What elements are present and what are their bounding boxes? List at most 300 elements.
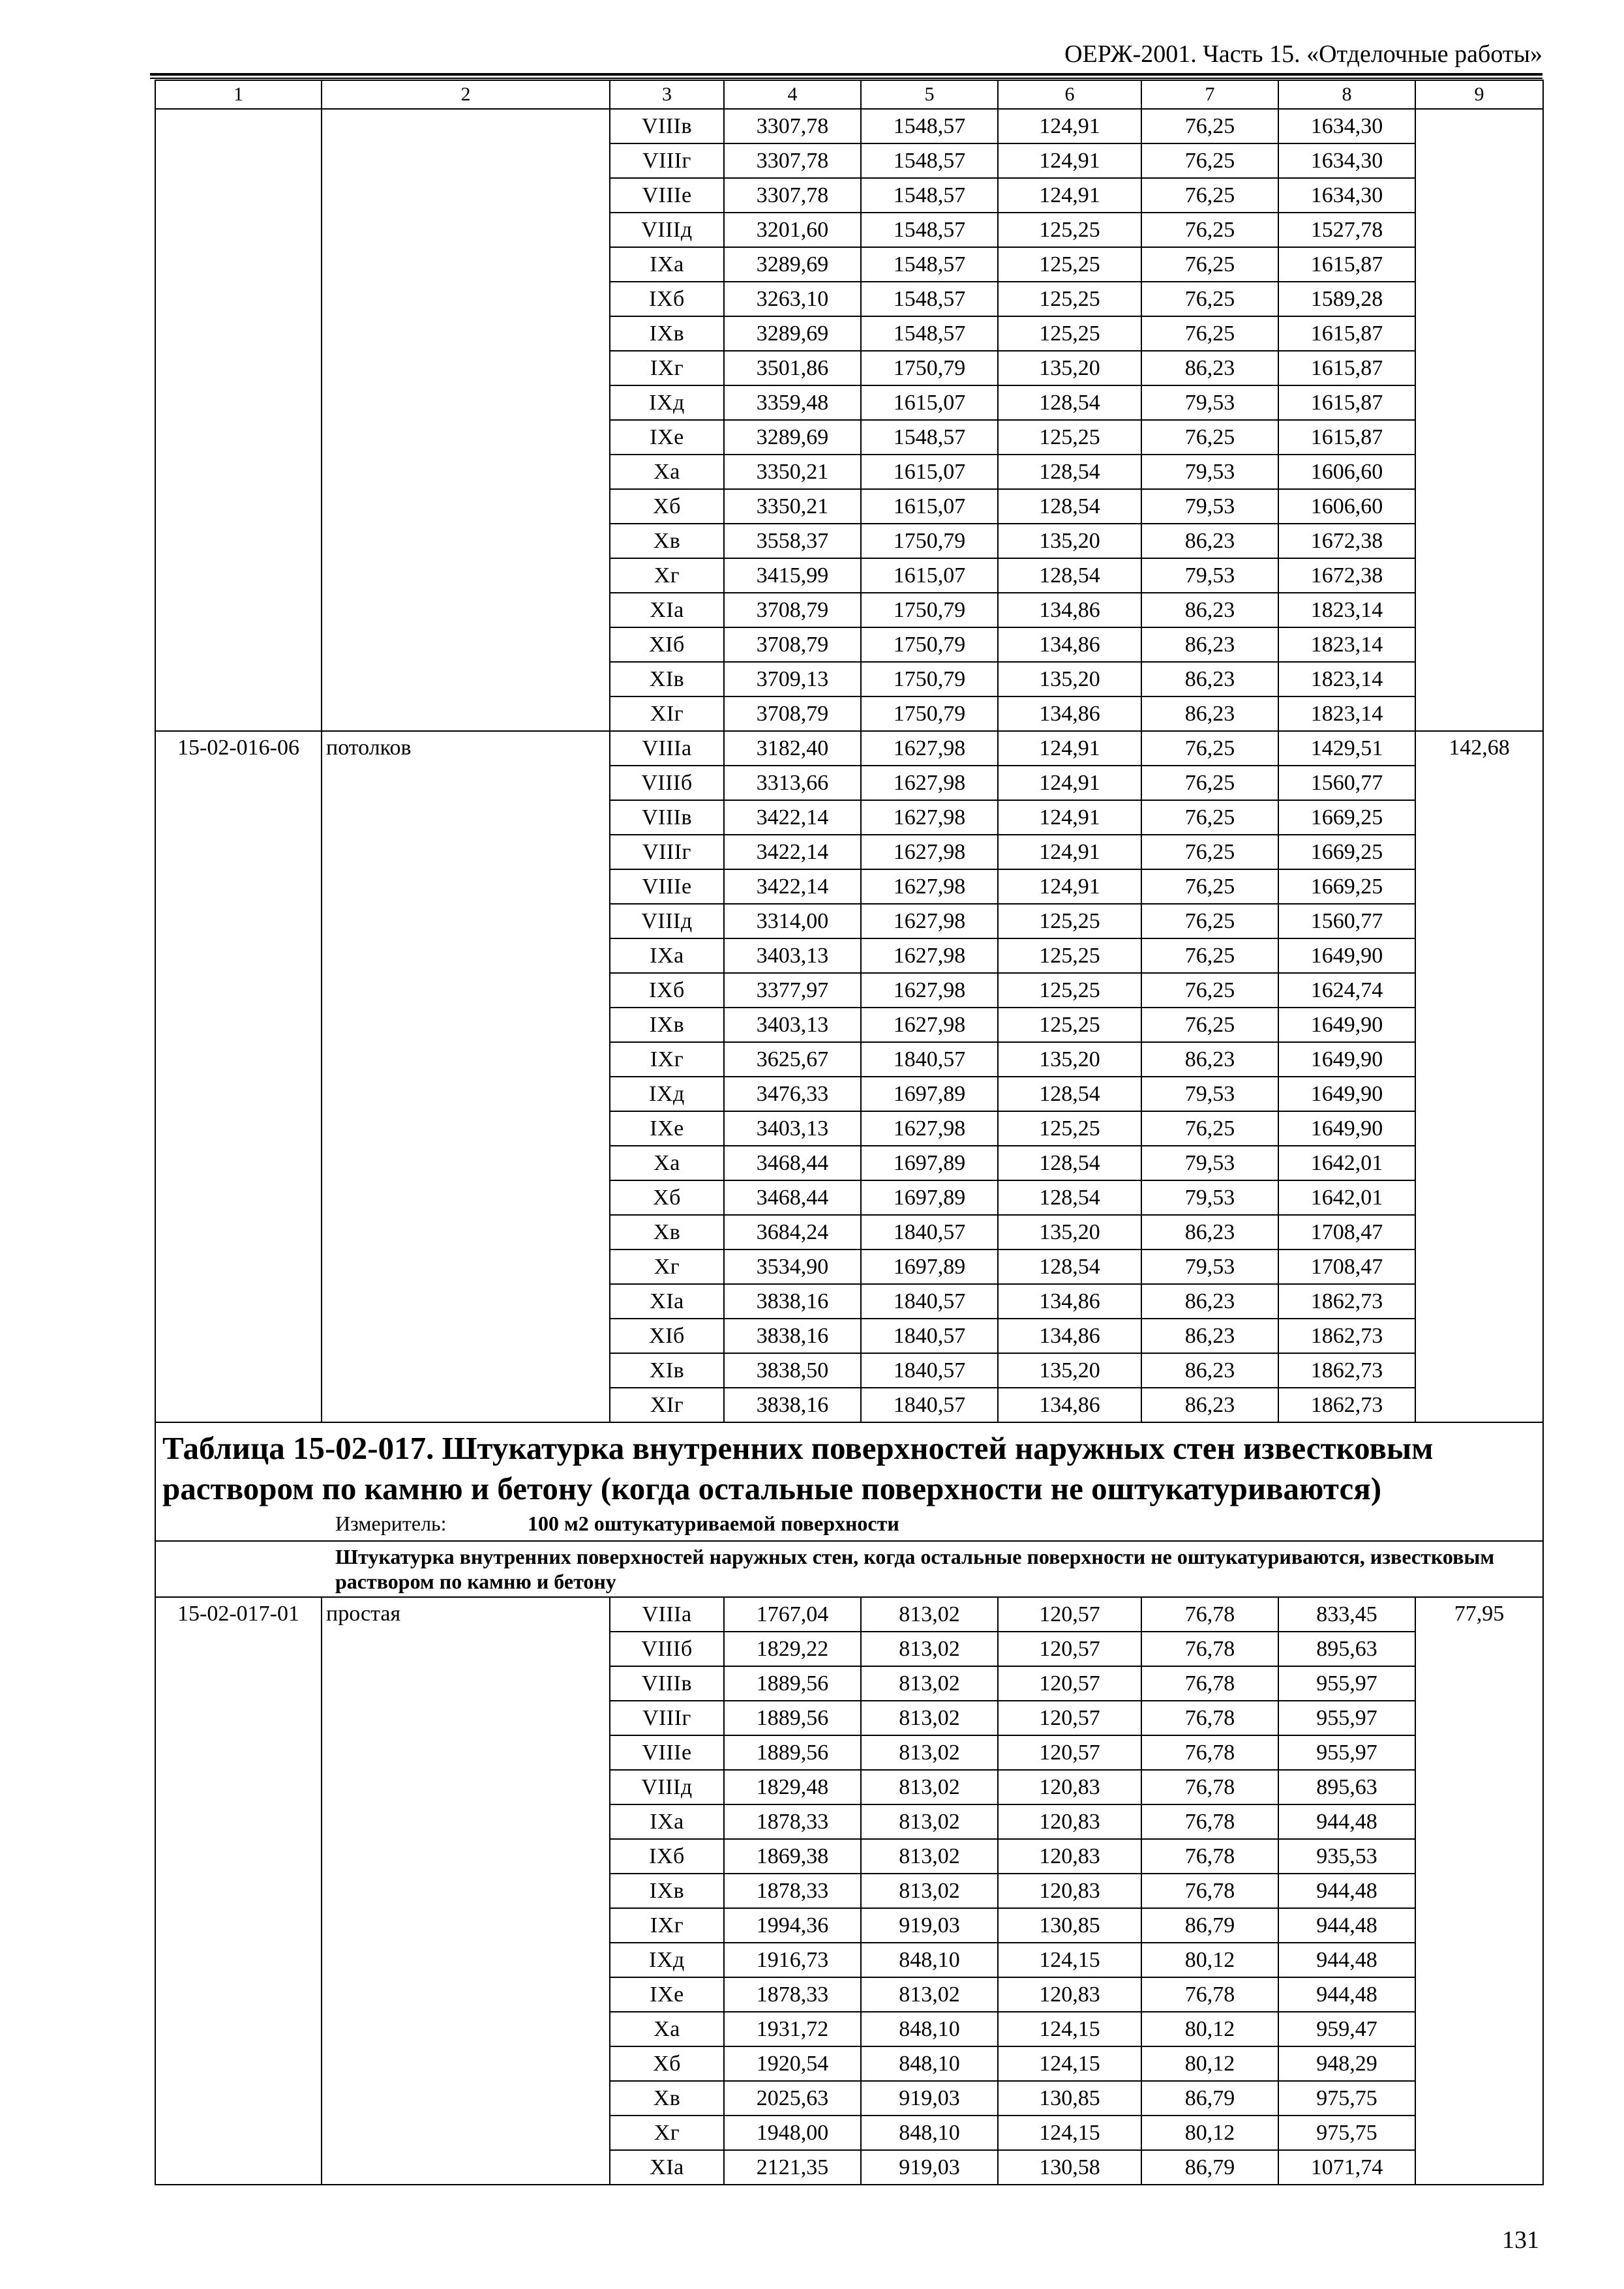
value-cell: 1920,54	[724, 2046, 861, 2081]
value-cell: 76,25	[1141, 800, 1278, 835]
value-cell: 1548,57	[861, 282, 998, 316]
value-cell: 120,83	[998, 1874, 1141, 1908]
value-cell: 76,25	[1141, 213, 1278, 247]
value-cell: 1750,79	[861, 696, 998, 731]
value-cell: 125,25	[998, 282, 1141, 316]
value-cell: 3709,13	[724, 662, 861, 696]
column-9-value: 142,68	[1415, 731, 1543, 1422]
value-cell: 79,53	[1141, 455, 1278, 489]
value-cell: 1878,33	[724, 1874, 861, 1908]
value-cell: 2121,35	[724, 2150, 861, 2185]
value-cell: 1697,89	[861, 1249, 998, 1284]
grade-cell: VIIIг	[610, 143, 724, 178]
value-cell: 80,12	[1141, 1943, 1278, 1977]
grade-cell: XIб	[610, 1319, 724, 1353]
value-cell: 130,58	[998, 2150, 1141, 2185]
table-title-row	[155, 1422, 1543, 1541]
value-cell: 813,02	[861, 1735, 998, 1770]
grade-cell: Xв	[610, 524, 724, 558]
value-cell: 935,53	[1278, 1839, 1415, 1874]
value-cell: 1948,00	[724, 2116, 861, 2150]
value-cell: 120,83	[998, 1839, 1141, 1874]
value-cell: 120,57	[998, 1735, 1141, 1770]
value-cell: 1649,90	[1278, 1111, 1415, 1146]
value-cell: 1627,98	[861, 800, 998, 835]
value-cell: 76,25	[1141, 143, 1278, 178]
value-cell: 125,25	[998, 420, 1141, 455]
value-cell: 1750,79	[861, 627, 998, 662]
work-name: потолков	[322, 731, 610, 1422]
value-cell: 1615,87	[1278, 420, 1415, 455]
value-cell: 79,53	[1141, 489, 1278, 524]
value-cell: 128,54	[998, 489, 1141, 524]
value-cell: 3289,69	[724, 316, 861, 351]
value-cell: 1862,73	[1278, 1353, 1415, 1388]
value-cell: 76,78	[1141, 1874, 1278, 1908]
value-cell: 1548,57	[861, 213, 998, 247]
grade-cell: IXе	[610, 1977, 724, 2012]
value-cell: 3403,13	[724, 938, 861, 973]
value-cell: 1697,89	[861, 1180, 998, 1215]
value-cell: 134,86	[998, 696, 1141, 731]
value-cell: 125,25	[998, 247, 1141, 282]
grade-cell: IXв	[610, 316, 724, 351]
value-cell: 1627,98	[861, 938, 998, 973]
grade-cell: VIIIе	[610, 869, 724, 904]
value-cell: 3403,13	[724, 1008, 861, 1042]
value-cell: 3307,78	[724, 178, 861, 213]
meter-unit: 100 м2 оштукатуриваемой поверхности	[528, 1512, 899, 1535]
value-cell: 959,47	[1278, 2012, 1415, 2046]
grade-cell: Xв	[610, 1215, 724, 1249]
value-cell: 76,78	[1141, 1701, 1278, 1735]
value-cell: 1697,89	[861, 1077, 998, 1111]
value-cell: 975,75	[1278, 2081, 1415, 2116]
value-cell: 1840,57	[861, 1284, 998, 1319]
grade-cell: XIа	[610, 1284, 724, 1319]
rates-table	[155, 80, 1544, 2185]
value-cell: 76,78	[1141, 1597, 1278, 1632]
value-cell: 1615,87	[1278, 316, 1415, 351]
value-cell: 1823,14	[1278, 662, 1415, 696]
value-cell: 128,54	[998, 385, 1141, 420]
value-cell: 124,15	[998, 2012, 1141, 2046]
grade-cell: XIа	[610, 2150, 724, 2185]
value-cell: 76,78	[1141, 1666, 1278, 1701]
grade-cell: IXа	[610, 938, 724, 973]
value-cell: 3415,99	[724, 558, 861, 593]
value-cell: 76,25	[1141, 731, 1278, 766]
value-cell: 1840,57	[861, 1319, 998, 1353]
value-cell: 135,20	[998, 351, 1141, 385]
value-cell: 76,25	[1141, 938, 1278, 973]
value-cell: 1627,98	[861, 904, 998, 938]
rate-code: 15-02-017-01	[155, 1597, 322, 2185]
value-cell: 944,48	[1278, 1943, 1415, 1977]
value-cell: 120,83	[998, 1770, 1141, 1804]
value-cell: 79,53	[1141, 1249, 1278, 1284]
column-number: 4	[724, 80, 861, 109]
value-cell: 1829,48	[724, 1770, 861, 1804]
value-cell: 975,75	[1278, 2116, 1415, 2150]
value-cell: 1615,87	[1278, 247, 1415, 282]
value-cell: 1862,73	[1278, 1388, 1415, 1422]
value-cell: 3314,00	[724, 904, 861, 938]
value-cell: 1669,25	[1278, 869, 1415, 904]
value-cell: 76,25	[1141, 904, 1278, 938]
grade-cell: Xа	[610, 455, 724, 489]
value-cell: 124,91	[998, 869, 1141, 904]
value-cell: 1840,57	[861, 1388, 998, 1422]
grade-cell: VIIIб	[610, 1632, 724, 1666]
value-cell: 1548,57	[861, 316, 998, 351]
value-cell: 1615,07	[861, 455, 998, 489]
value-cell: 125,25	[998, 213, 1141, 247]
value-cell: 128,54	[998, 455, 1141, 489]
value-cell: 134,86	[998, 1319, 1141, 1353]
grade-cell: Xб	[610, 2046, 724, 2081]
value-cell: 125,25	[998, 316, 1141, 351]
value-cell: 3838,16	[724, 1284, 861, 1319]
value-cell: 1823,14	[1278, 593, 1415, 627]
value-cell: 1750,79	[861, 524, 998, 558]
value-cell: 3403,13	[724, 1111, 861, 1146]
value-cell: 86,79	[1141, 2150, 1278, 2185]
value-cell: 86,23	[1141, 662, 1278, 696]
running-header: ОЕРЖ-2001. Часть 15. «Отделочные работы»	[1064, 40, 1542, 68]
value-cell: 848,10	[861, 2116, 998, 2150]
value-cell: 1889,56	[724, 1666, 861, 1701]
value-cell: 76,25	[1141, 869, 1278, 904]
value-cell: 1767,04	[724, 1597, 861, 1632]
value-cell: 1708,47	[1278, 1249, 1415, 1284]
value-cell: 3307,78	[724, 109, 861, 143]
value-cell: 76,25	[1141, 247, 1278, 282]
value-cell: 1840,57	[861, 1215, 998, 1249]
grade-cell: XIа	[610, 593, 724, 627]
value-cell: 3558,37	[724, 524, 861, 558]
merged-cell	[1415, 109, 1543, 731]
value-cell: 86,23	[1141, 627, 1278, 662]
value-cell: 1750,79	[861, 351, 998, 385]
value-cell: 1615,07	[861, 558, 998, 593]
value-cell: 80,12	[1141, 2116, 1278, 2150]
grade-cell: Xг	[610, 1249, 724, 1284]
value-cell: 1994,36	[724, 1908, 861, 1943]
grade-cell: Xб	[610, 489, 724, 524]
value-cell: 76,25	[1141, 1111, 1278, 1146]
value-cell: 1931,72	[724, 2012, 861, 2046]
value-cell: 813,02	[861, 1597, 998, 1632]
value-cell: 1634,30	[1278, 109, 1415, 143]
value-cell: 919,03	[861, 2150, 998, 2185]
value-cell: 1750,79	[861, 662, 998, 696]
value-cell: 79,53	[1141, 1077, 1278, 1111]
column-number: 2	[322, 80, 610, 109]
value-cell: 944,48	[1278, 1804, 1415, 1839]
column-number: 5	[861, 80, 998, 109]
value-cell: 3289,69	[724, 420, 861, 455]
work-name: простая	[322, 1597, 610, 2185]
value-cell: 1615,07	[861, 489, 998, 524]
grade-cell: IXд	[610, 1943, 724, 1977]
value-cell: 833,45	[1278, 1597, 1415, 1632]
value-cell: 125,25	[998, 904, 1141, 938]
value-cell: 1672,38	[1278, 524, 1415, 558]
value-cell: 124,91	[998, 178, 1141, 213]
grade-cell: VIIIг	[610, 835, 724, 869]
grade-cell: VIIIе	[610, 178, 724, 213]
value-cell: 128,54	[998, 1077, 1141, 1111]
column-number: 6	[998, 80, 1141, 109]
value-cell: 1071,74	[1278, 2150, 1415, 2185]
value-cell: 3625,67	[724, 1042, 861, 1077]
grade-cell: IXв	[610, 1008, 724, 1042]
value-cell: 130,85	[998, 2081, 1141, 2116]
value-cell: 76,25	[1141, 178, 1278, 213]
value-cell: 955,97	[1278, 1701, 1415, 1735]
value-cell: 1642,01	[1278, 1180, 1415, 1215]
grade-cell: Xб	[610, 1180, 724, 1215]
value-cell: 135,20	[998, 1042, 1141, 1077]
value-cell: 813,02	[861, 1666, 998, 1701]
grade-cell: IXг	[610, 1042, 724, 1077]
value-cell: 1627,98	[861, 766, 998, 800]
value-cell: 3201,60	[724, 213, 861, 247]
work-description-row	[155, 1541, 1543, 1597]
rate-code: 15-02-016-06	[155, 731, 322, 1422]
value-cell: 1669,25	[1278, 835, 1415, 869]
value-cell: 128,54	[998, 1249, 1141, 1284]
value-cell: 86,23	[1141, 351, 1278, 385]
value-cell: 955,97	[1278, 1735, 1415, 1770]
value-cell: 120,57	[998, 1701, 1141, 1735]
grade-cell: IXе	[610, 420, 724, 455]
value-cell: 948,29	[1278, 2046, 1415, 2081]
value-cell: 135,20	[998, 1353, 1141, 1388]
value-cell: 120,57	[998, 1632, 1141, 1666]
value-cell: 76,78	[1141, 1804, 1278, 1839]
value-cell: 120,57	[998, 1597, 1141, 1632]
value-cell: 1429,51	[1278, 731, 1415, 766]
value-cell: 1862,73	[1278, 1319, 1415, 1353]
value-cell: 120,83	[998, 1977, 1141, 2012]
value-cell: 124,15	[998, 2046, 1141, 2081]
value-cell: 813,02	[861, 1874, 998, 1908]
value-cell: 128,54	[998, 1180, 1141, 1215]
value-cell: 895,63	[1278, 1770, 1415, 1804]
value-cell: 76,25	[1141, 766, 1278, 800]
value-cell: 1615,87	[1278, 385, 1415, 420]
merged-cell	[322, 109, 610, 731]
column-number: 9	[1415, 80, 1543, 109]
value-cell: 813,02	[861, 1770, 998, 1804]
value-cell: 1878,33	[724, 1804, 861, 1839]
value-cell: 3422,14	[724, 869, 861, 904]
value-cell: 1548,57	[861, 247, 998, 282]
value-cell: 86,23	[1141, 1319, 1278, 1353]
page-number: 131	[1502, 2226, 1539, 2254]
value-cell: 1649,90	[1278, 1077, 1415, 1111]
value-cell: 1672,38	[1278, 558, 1415, 593]
grade-cell: XIв	[610, 1353, 724, 1388]
value-cell: 3708,79	[724, 627, 861, 662]
value-cell: 125,25	[998, 1111, 1141, 1146]
value-cell: 1627,98	[861, 1111, 998, 1146]
value-cell: 124,91	[998, 731, 1141, 766]
value-cell: 1878,33	[724, 1977, 861, 2012]
value-cell: 3359,48	[724, 385, 861, 420]
value-cell: 124,91	[998, 800, 1141, 835]
value-cell: 76,25	[1141, 420, 1278, 455]
value-cell: 134,86	[998, 1284, 1141, 1319]
value-cell: 3501,86	[724, 351, 861, 385]
value-cell: 120,83	[998, 1804, 1141, 1839]
value-cell: 3307,78	[724, 143, 861, 178]
value-cell: 79,53	[1141, 558, 1278, 593]
value-cell: 1624,74	[1278, 973, 1415, 1008]
value-cell: 80,12	[1141, 2046, 1278, 2081]
value-cell: 86,23	[1141, 593, 1278, 627]
column-9-value: 77,95	[1415, 1597, 1543, 2185]
value-cell: 125,25	[998, 973, 1141, 1008]
grade-cell: IXе	[610, 1111, 724, 1146]
value-cell: 120,57	[998, 1666, 1141, 1701]
value-cell: 944,48	[1278, 1908, 1415, 1943]
value-cell: 2025,63	[724, 2081, 861, 2116]
value-cell: 76,25	[1141, 973, 1278, 1008]
value-cell: 1708,47	[1278, 1215, 1415, 1249]
grade-cell: Xа	[610, 1146, 724, 1180]
grade-cell: IXг	[610, 351, 724, 385]
value-cell: 124,91	[998, 109, 1141, 143]
value-cell: 128,54	[998, 558, 1141, 593]
value-cell: 3350,21	[724, 489, 861, 524]
value-cell: 124,91	[998, 835, 1141, 869]
value-cell: 3468,44	[724, 1180, 861, 1215]
value-cell: 848,10	[861, 2012, 998, 2046]
table-row	[155, 1597, 1543, 1632]
table-row	[155, 731, 1543, 766]
value-cell: 76,25	[1141, 1008, 1278, 1042]
grade-cell: VIIIд	[610, 213, 724, 247]
value-cell: 1615,87	[1278, 351, 1415, 385]
value-cell: 80,12	[1141, 2012, 1278, 2046]
grade-cell: XIг	[610, 696, 724, 731]
value-cell: 1669,25	[1278, 800, 1415, 835]
grade-cell: VIIIг	[610, 1701, 724, 1735]
value-cell: 135,20	[998, 1215, 1141, 1249]
value-cell: 86,23	[1141, 1284, 1278, 1319]
column-number: 8	[1278, 80, 1415, 109]
value-cell: 1750,79	[861, 593, 998, 627]
value-cell: 3182,40	[724, 731, 861, 766]
value-cell: 76,78	[1141, 1735, 1278, 1770]
grade-cell: VIIIв	[610, 109, 724, 143]
grade-cell: IXг	[610, 1908, 724, 1943]
value-cell: 1649,90	[1278, 1008, 1415, 1042]
value-cell: 134,86	[998, 627, 1141, 662]
column-number-row	[155, 80, 1543, 109]
grade-cell: IXд	[610, 1077, 724, 1111]
grade-cell: XIг	[610, 1388, 724, 1422]
header-rule	[150, 73, 1542, 79]
value-cell: 1829,22	[724, 1632, 861, 1666]
grade-cell: VIIIд	[610, 904, 724, 938]
value-cell: 124,15	[998, 2116, 1141, 2150]
value-cell: 1548,57	[861, 178, 998, 213]
column-number: 1	[155, 80, 322, 109]
value-cell: 76,78	[1141, 1770, 1278, 1804]
value-cell: 86,23	[1141, 1215, 1278, 1249]
meter-line	[162, 1510, 1536, 1536]
value-cell: 76,78	[1141, 1839, 1278, 1874]
column-number: 7	[1141, 80, 1278, 109]
value-cell: 3422,14	[724, 835, 861, 869]
value-cell: 1823,14	[1278, 627, 1415, 662]
rates-table-body	[155, 80, 1543, 2185]
grade-cell: VIIIв	[610, 1666, 724, 1701]
value-cell: 76,25	[1141, 835, 1278, 869]
value-cell: 3468,44	[724, 1146, 861, 1180]
value-cell: 86,23	[1141, 1042, 1278, 1077]
value-cell: 3708,79	[724, 696, 861, 731]
grade-cell: VIIIб	[610, 766, 724, 800]
value-cell: 1634,30	[1278, 143, 1415, 178]
value-cell: 1889,56	[724, 1701, 861, 1735]
value-cell: 813,02	[861, 1701, 998, 1735]
value-cell: 848,10	[861, 1943, 998, 1977]
value-cell: 3289,69	[724, 247, 861, 282]
value-cell: 3838,16	[724, 1388, 861, 1422]
value-cell: 848,10	[861, 2046, 998, 2081]
value-cell: 1916,73	[724, 1943, 861, 1977]
value-cell: 813,02	[861, 1839, 998, 1874]
grade-cell: IXв	[610, 1874, 724, 1908]
grade-cell: VIIIд	[610, 1770, 724, 1804]
grade-cell: XIв	[610, 662, 724, 696]
value-cell: 86,79	[1141, 2081, 1278, 2116]
grade-cell: XIб	[610, 627, 724, 662]
value-cell: 1548,57	[861, 143, 998, 178]
value-cell: 3838,50	[724, 1353, 861, 1388]
grade-cell: IXб	[610, 282, 724, 316]
value-cell: 1560,77	[1278, 904, 1415, 938]
value-cell: 1649,90	[1278, 1042, 1415, 1077]
merged-cell	[155, 109, 322, 731]
value-cell: 125,25	[998, 938, 1141, 973]
value-cell: 1869,38	[724, 1839, 861, 1874]
value-cell: 1527,78	[1278, 213, 1415, 247]
value-cell: 86,23	[1141, 524, 1278, 558]
value-cell: 76,25	[1141, 109, 1278, 143]
table-title: Таблица 15-02-017. Штукатурка внутренних поверхностей наружных стен известковым раствором по камню и бетону (когда остальные поверхности не оштукатуриваются)	[162, 1430, 1434, 1506]
value-cell: 1634,30	[1278, 178, 1415, 213]
value-cell: 1649,90	[1278, 938, 1415, 973]
value-cell: 1697,89	[861, 1146, 998, 1180]
value-cell: 895,63	[1278, 1632, 1415, 1666]
value-cell: 1627,98	[861, 1008, 998, 1042]
value-cell: 1627,98	[861, 973, 998, 1008]
value-cell: 1840,57	[861, 1353, 998, 1388]
value-cell: 955,97	[1278, 1666, 1415, 1701]
value-cell: 3708,79	[724, 593, 861, 627]
work-description: Штукатурка внутренних поверхностей наружных стен, когда остальные поверхности не оштукатуриваются, известковым раствором по камню и бетону	[155, 1541, 1543, 1597]
value-cell: 919,03	[861, 2081, 998, 2116]
grade-cell: VIIIа	[610, 1597, 724, 1632]
value-cell: 813,02	[861, 1632, 998, 1666]
value-cell: 86,79	[1141, 1908, 1278, 1943]
